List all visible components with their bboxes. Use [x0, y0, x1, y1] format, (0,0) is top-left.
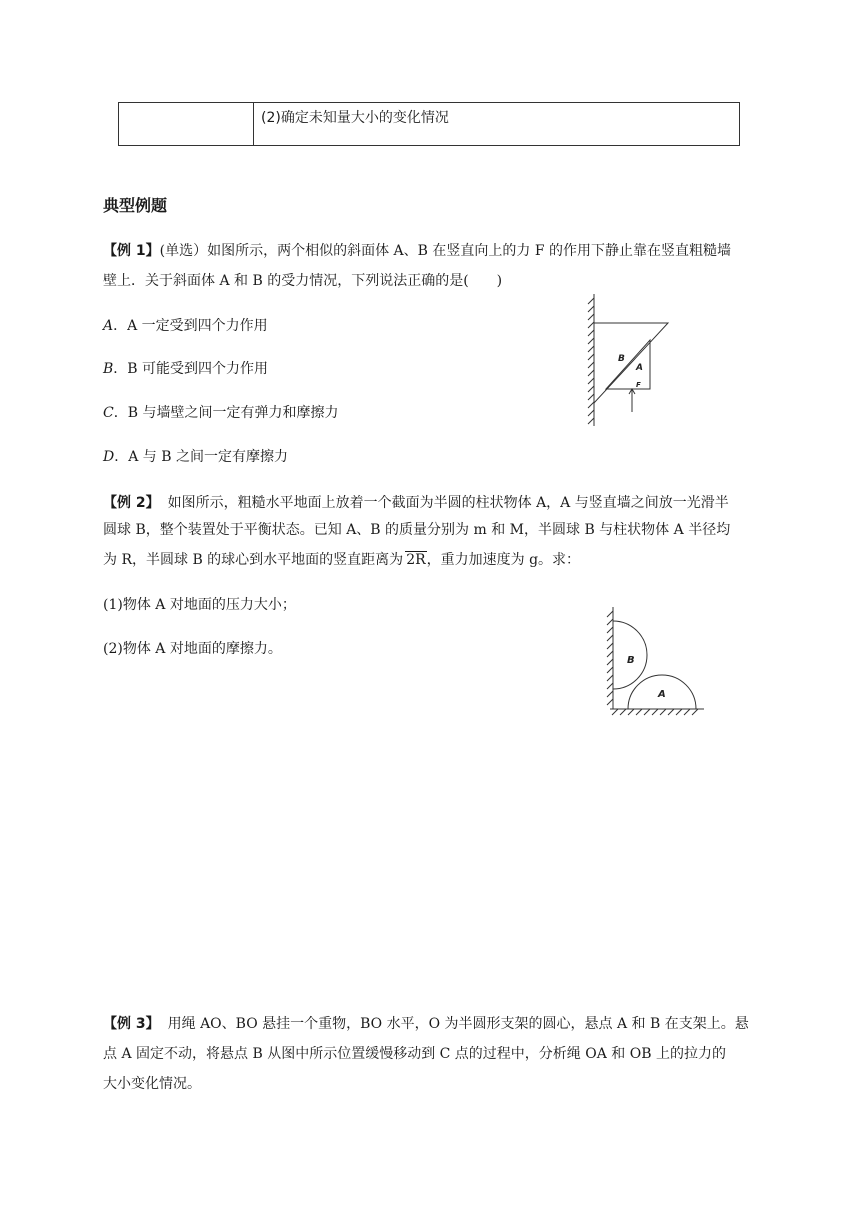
ex2-figure	[600, 605, 710, 717]
ex1-option-c: C．B 与墙壁之间一定有弹力和摩擦力	[103, 405, 339, 421]
ex2-q2: (2)物体 A 对地面的摩擦力。	[103, 641, 282, 657]
table-cell: (2)确定未知量大小的变化情况	[261, 110, 449, 126]
sqrt-expression: 2R	[406, 552, 426, 568]
ex3-line3: 大小变化情况。	[103, 1076, 201, 1092]
ex2-fig-label-b: B	[627, 655, 635, 666]
ex2-fig-label-a: A	[658, 689, 666, 700]
summary-table	[118, 102, 740, 146]
ex1-option-a: A．A 一定受到四个力作用	[103, 318, 268, 334]
section-title: 典型例题	[103, 196, 168, 215]
ex2-line3: 为 R，半圆球 B 的球心到水平地面的竖直距离为 2R，重力加速度为 g。求：	[103, 552, 581, 568]
ex3-line1: 【例 3】 用绳 AO、BO 悬挂一个重物，BO 水平，O 为半圆形支架的圆心，悬点 A 和 B 在支架上。悬	[103, 1016, 749, 1032]
ex1-option-d: D．A 与 B 之间一定有摩擦力	[103, 449, 288, 465]
ex3-tag: 【例 3】	[103, 1016, 160, 1032]
ex2-tag: 【例 2】	[103, 495, 160, 511]
table-divider	[253, 103, 254, 145]
ex1-line1: 【例 1】(单选）如图所示，两个相似的斜面体 A、B 在竖直向上的力 F 的作用下静止靠在竖直粗糙墙	[103, 243, 731, 259]
ex1-fig-label-a: A	[636, 363, 643, 373]
ex2-q1: (1)物体 A 对地面的压力大小；	[103, 597, 296, 613]
ex1-fig-label-b: B	[618, 354, 625, 364]
ex3-line2: 点 A 固定不动，将悬点 B 从图中所示位置缓慢移动到 C 点的过程中，分析绳 OA 和 OB 上的拉力的	[103, 1046, 726, 1062]
ex1-option-b: B．B 可能受到四个力作用	[103, 361, 269, 377]
ex1-tag: 【例 1】	[103, 243, 160, 259]
ex1-figure	[580, 290, 680, 430]
ex2-line1: 【例 2】 如图所示，粗糙水平地面上放着一个截面为半圆的柱状物体 A，A 与竖直墙之间放一光滑半	[103, 495, 729, 511]
ex2-line2: 圆球 B，整个装置处于平衡状态。已知 A、B 的质量分别为 m 和 M，半圆球 B 与柱状物体 A 半径均	[103, 522, 731, 538]
ex1-line2: 壁上．关于斜面体 A 和 B 的受力情况，下列说法正确的是( )	[103, 273, 503, 289]
ex1-fig-label-f: F	[636, 381, 641, 389]
